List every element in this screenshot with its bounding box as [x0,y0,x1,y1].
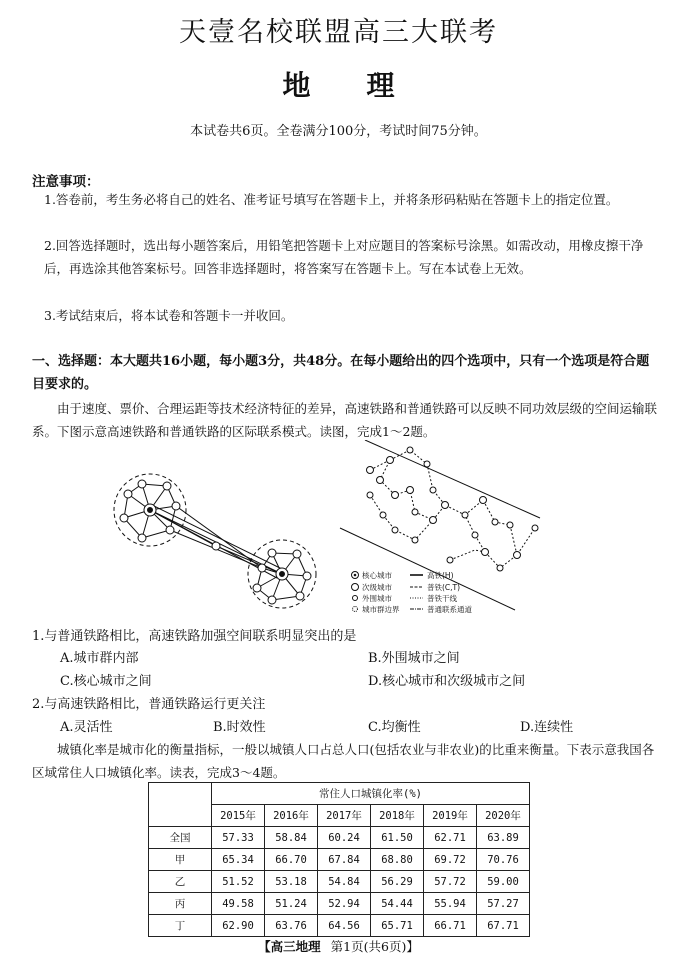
question-1-stem: 1.与普通铁路相比，高速铁路加强空间联系明显突出的是 [32,629,357,644]
q1-option-c[interactable]: C.核心城市之间 [60,674,152,689]
value-cell: 53.18 [265,871,318,893]
value-cell: 49.58 [212,893,265,915]
value-cell: 57.33 [212,827,265,849]
region-cell: 甲 [149,849,212,871]
value-cell: 52.94 [318,893,371,915]
table-row [149,849,530,871]
value-cell: 55.94 [424,893,477,915]
urbanization-table [148,782,530,937]
table-row [149,827,530,849]
region-cell: 丁 [149,915,212,937]
value-cell: 56.29 [371,871,424,893]
legend-label: 次级城市 [362,583,392,592]
q2-option-d[interactable]: D.连续性 [520,720,574,735]
q1-option-d[interactable]: D.核心城市和次级城市之间 [368,674,526,689]
q2-option-b[interactable]: B.时效性 [213,720,266,735]
value-cell: 59.00 [477,871,530,893]
value-cell: 70.76 [477,849,530,871]
year-header: 2015年 [212,805,265,827]
year-header: 2017年 [318,805,371,827]
value-cell: 54.84 [318,871,371,893]
value-cell: 65.71 [371,915,424,937]
note-item: 3.考试结束后，将本试卷和答题卡一并收回。 [44,308,294,323]
value-cell: 63.89 [477,827,530,849]
legend-label: 普铁(C,T) [427,583,461,592]
conventional-rail-diagram [335,440,545,625]
region-cell: 全国 [149,827,212,849]
value-cell: 67.84 [318,849,371,871]
value-cell: 60.24 [318,827,371,849]
year-header: 2016年 [265,805,318,827]
value-cell: 68.80 [371,849,424,871]
region-cell: 乙 [149,871,212,893]
value-cell: 51.24 [265,893,318,915]
year-header: 2019年 [424,805,477,827]
value-cell: 57.27 [477,893,530,915]
value-cell: 58.84 [265,827,318,849]
value-cell: 54.44 [371,893,424,915]
table-caption: 常住人口城镇化率(%) [212,783,530,805]
value-cell: 62.71 [424,827,477,849]
page-footer [0,937,677,955]
table-row [149,915,530,937]
q1-option-b[interactable]: B.外围城市之间 [368,651,460,666]
table-row [149,871,530,893]
value-cell: 66.70 [265,849,318,871]
section-heading: 一、选择题：本大题共16小题，每小题3分，共48分。在每小题给出的四个选项中，只有一个选项是符合题目要求的。 [32,354,650,392]
region-cell: 丙 [149,893,212,915]
note-item: 2.回答选择题时，选出每小题答案后，用铅笔把答题卡上对应题目的答案标号涂黑。如需改动，用橡皮擦干净后，再选涂其他答案标号。回答非选择题时，将答案写在答题卡上。写在本试卷上无效。 [44,238,644,276]
legend-label: 外围城市 [362,594,392,603]
value-cell: 62.90 [212,915,265,937]
value-cell: 51.52 [212,871,265,893]
value-cell: 67.71 [477,915,530,937]
subject-title: 地 理 [282,69,395,102]
notes-heading: 注意事项： [32,174,100,190]
table-row [149,893,530,915]
value-cell: 63.76 [265,915,318,937]
note-item: 1.答卷前，考生务必将自己的姓名、准考证号填写在答题卡上，并将条形码粘贴在答题卡上的指定位置。 [44,192,619,207]
passage-2: 城镇化率是城市化的衡量指标，一般以城镇人口占总人口(包括农业与非农业)的比重来衡量。下表示意我国各区域常住人口城镇化率。读表，完成3～4题。 [32,742,655,780]
footer-label: 【高三地理 [258,939,321,954]
value-cell: 65.34 [212,849,265,871]
legend-label: 城市群边界 [362,605,400,614]
hsr-network-diagram [112,458,322,618]
value-cell: 64.56 [318,915,371,937]
q1-option-a[interactable]: A.城市群内部 [60,651,139,666]
legend-label: 普铁干线 [427,594,457,603]
exam-intro: 本试卷共6页。全卷满分100分，考试时间75分钟。 [190,124,487,139]
year-header: 2020年 [477,805,530,827]
legend-label: 普通联系通道 [427,605,472,614]
q2-option-c[interactable]: C.均衡性 [368,720,421,735]
legend-label: 高铁(H) [427,571,454,580]
value-cell: 69.72 [424,849,477,871]
question-2-stem: 2.与高速铁路相比，普通铁路运行更关注 [32,697,266,712]
passage-1: 由于速度、票价、合理运距等技术经济特征的差异，高速铁路和普通铁路可以反映不同功效层级的空间运输联系。下图示意高速铁路和普通铁路的区际联系模式。读图，完成1～2题。 [32,401,658,439]
footer-page-number: 第1页(共6页)】 [330,939,419,954]
value-cell: 66.71 [424,915,477,937]
exam-title: 天壹名校联盟高三大联考 [179,17,498,48]
q2-option-a[interactable]: A.灵活性 [60,720,113,735]
value-cell: 57.72 [424,871,477,893]
region-header-cell [149,783,212,827]
value-cell: 61.50 [371,827,424,849]
legend-label: 核心城市 [362,571,392,580]
year-header: 2018年 [371,805,424,827]
